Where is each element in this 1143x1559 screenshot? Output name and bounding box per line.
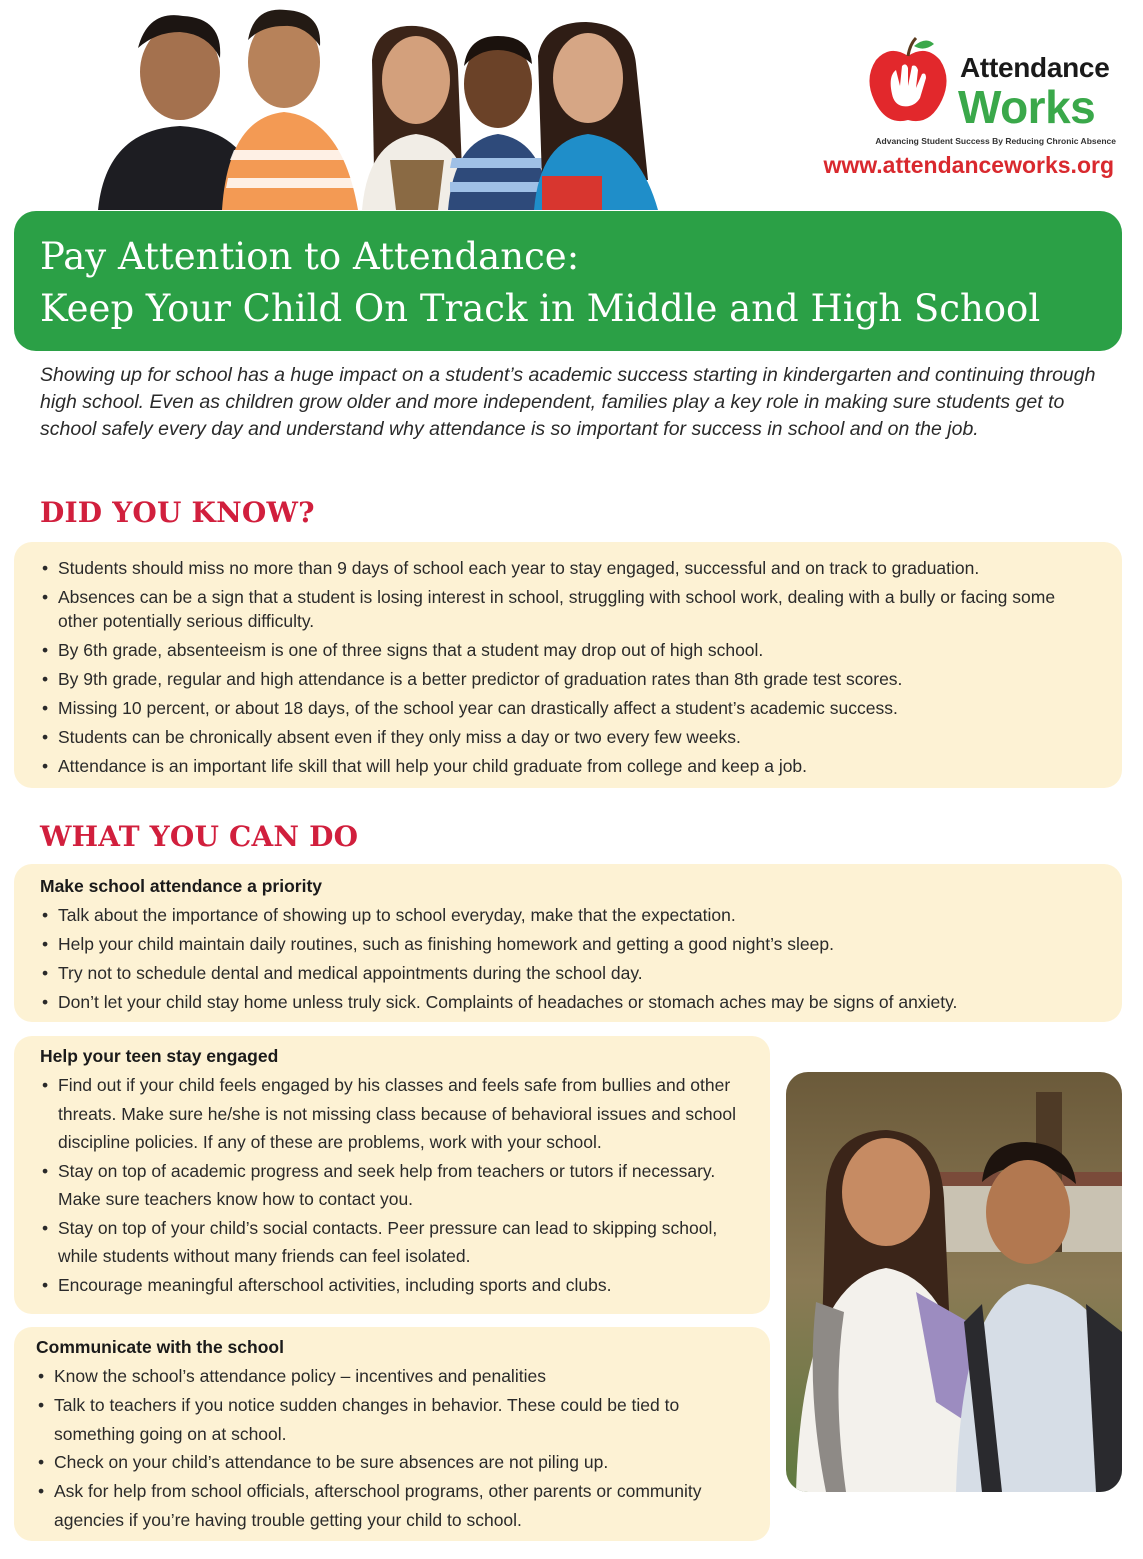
apple-hand-icon <box>868 36 948 128</box>
list-item: • Talk to teachers if you notice sudden changes in behavior. These could be tied to something going on at school. <box>36 1391 748 1449</box>
header-photo <box>58 0 670 210</box>
list-item: • Students can be chronically absent even if they only miss a day or two every few weeks. <box>40 725 1096 749</box>
attendance-works-logo <box>823 30 1118 190</box>
list-item: • Ask for help from school officials, afterschool programs, other parents or community agencies if you’re having trouble getting your child to school. <box>36 1477 748 1535</box>
communicate-box <box>14 1327 770 1541</box>
list-item: • Talk about the importance of showing up to school everyday, make that the expectation. <box>40 901 1096 930</box>
engaged-list <box>40 1071 744 1299</box>
priority-box <box>14 864 1122 1022</box>
list-item: • By 6th grade, absenteeism is one of three signs that a student may drop out of high school. <box>40 638 1096 662</box>
engaged-box <box>14 1036 770 1314</box>
list-item: • Check on your child’s attendance to be sure absences are not piling up. <box>36 1448 748 1477</box>
list-item: • Try not to schedule dental and medical appointments during the school day. <box>40 959 1096 988</box>
did-you-know-box <box>14 542 1122 788</box>
did-you-know-list <box>40 556 1096 778</box>
students-photo <box>786 1072 1122 1492</box>
list-item: • Stay on top of your child’s social contacts. Peer pressure can lead to skipping school, while students without many friends can feel isolated. <box>40 1214 744 1271</box>
what-you-can-do-heading: WHAT YOU CAN DO <box>40 820 359 853</box>
brand-name-line2: Works <box>958 81 1096 133</box>
title-banner <box>14 211 1122 351</box>
page-title-line1: Pay Attention to Attendance: <box>40 235 580 278</box>
list-item: • Find out if your child feels engaged by his classes and feels safe from bullies and other threats. Make sure he/she is not missing class because of behavioral issues and school discipline policies. If any of these are problems, work with your school. <box>40 1071 744 1157</box>
brand-tagline: Advancing Student Success By Reducing Chronic Absence <box>875 136 1116 146</box>
brand-name-line1: Attendance <box>960 52 1110 83</box>
list-item: • Know the school’s attendance policy – incentives and penalities <box>36 1362 748 1391</box>
list-item: • Missing 10 percent, or about 18 days, of the school year can drastically affect a student’s academic success. <box>40 696 1096 720</box>
communicate-subheading: Communicate with the school <box>36 1337 284 1357</box>
list-item: • Encourage meaningful afterschool activities, including sports and clubs. <box>40 1271 744 1300</box>
website-url[interactable]: www.attendanceworks.org <box>823 152 1114 178</box>
did-you-know-heading: DID YOU KNOW? <box>40 496 315 529</box>
communicate-list <box>36 1362 748 1535</box>
list-item: • Help your child maintain daily routines, such as finishing homework and getting a good night’s sleep. <box>40 930 1096 959</box>
list-item: • Attendance is an important life skill that will help your child graduate from college and keep a job. <box>40 754 1096 778</box>
priority-list <box>40 901 1096 1017</box>
list-item: • Stay on top of academic progress and seek help from teachers or tutors if necessary. Make sure teachers know how to contact you. <box>40 1157 744 1214</box>
priority-subheading: Make school attendance a priority <box>40 876 323 896</box>
engaged-subheading: Help your teen stay engaged <box>40 1046 279 1066</box>
list-item: • By 9th grade, regular and high attendance is a better predictor of graduation rates than 8th grade test scores. <box>40 667 1096 691</box>
list-item: • Students should miss no more than 9 days of school each year to stay engaged, successful and on track to graduation. <box>40 556 1096 580</box>
page-title-line2: Keep Your Child On Track in Middle and High School <box>40 287 1041 330</box>
list-item: • Don’t let your child stay home unless truly sick. Complaints of headaches or stomach aches may be signs of anxiety. <box>40 988 1096 1017</box>
list-item: • Absences can be a sign that a student is losing interest in school, struggling with school work, dealing with a bully or facing some other potentially serious difficulty. <box>40 585 1096 633</box>
intro-paragraph: Showing up for school has a huge impact on a student’s academic success starting in kindergarten and continuing through high school. Even as children grow older and more independent, families play a key role in making sure students get to school safely every day and understand why attendance is so important for success in school and on the job. <box>40 364 1096 440</box>
